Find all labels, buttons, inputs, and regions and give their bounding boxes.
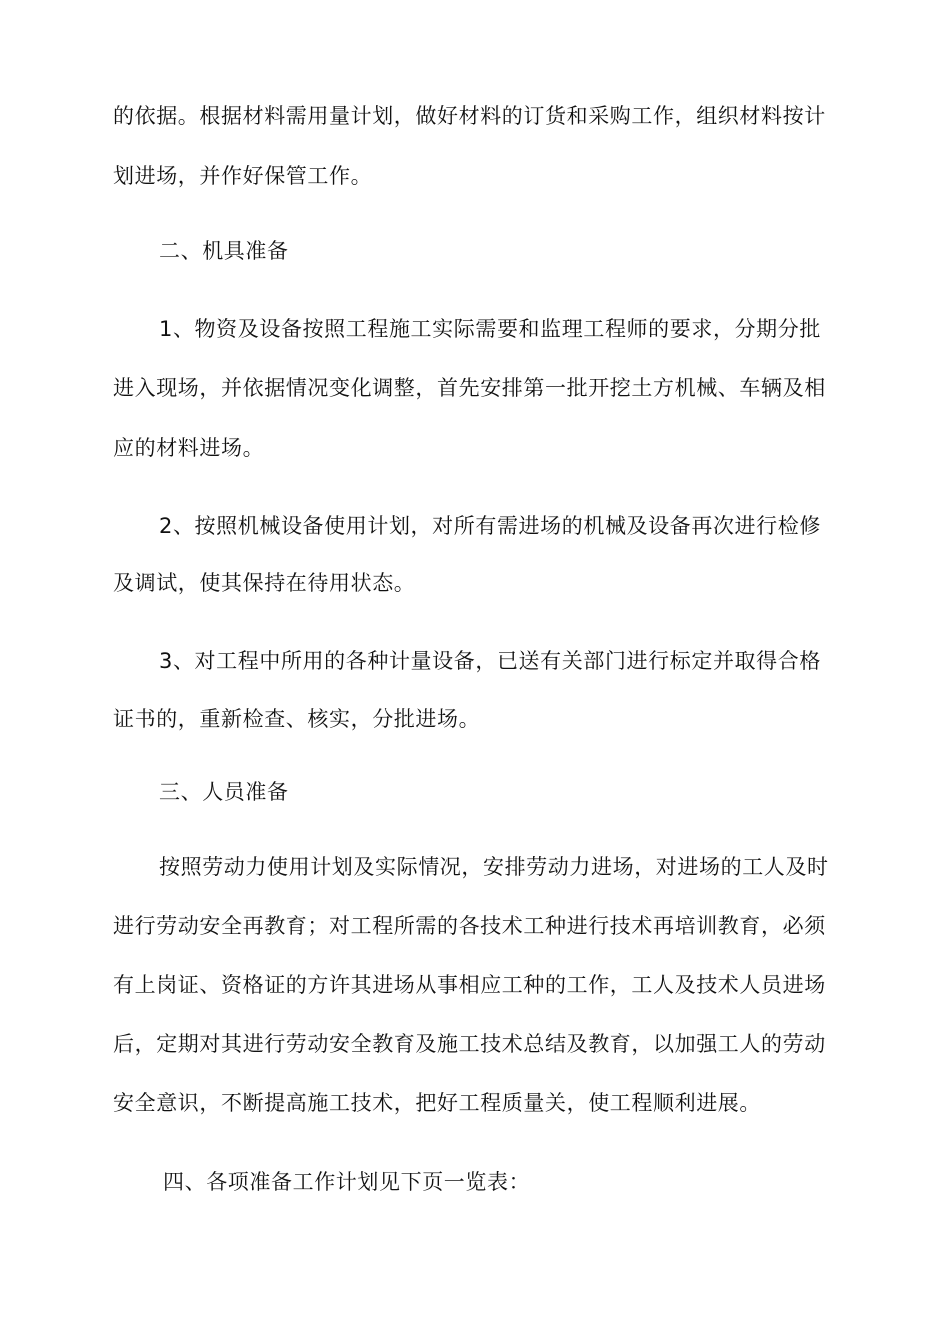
text-line: 及调试，使其保持在待用状态。 bbox=[113, 571, 416, 595]
text-line: 后，定期对其进行劳动安全教育及施工技术总结及教育，以加强工人的劳动 bbox=[113, 1032, 826, 1056]
text-line: 按照劳动力使用计划及实际情况，安排劳动力进场，对进场的工人及时 bbox=[159, 855, 829, 879]
text-line: 应的材料进场。 bbox=[113, 436, 265, 460]
text-line: 进入现场，并依据情况变化调整，首先安排第一批开挖土方机械、车辆及相 bbox=[113, 376, 826, 400]
text-line: 的依据。根据材料需用量计划，做好材料的订货和采购工作，组织材料按计 bbox=[113, 104, 826, 128]
text-line: 证书的，重新检查、核实，分批进场。 bbox=[113, 707, 481, 731]
text-line: 1、物资及设备按照工程施工实际需要和监理工程师的要求，分期分批 bbox=[159, 317, 821, 341]
text-line: 划进场，并作好保管工作。 bbox=[113, 164, 373, 188]
section-heading: 三、人员准备 bbox=[159, 780, 289, 804]
text-line: 安全意识，不断提高施工技术，把好工程质量关，使工程顺利进展。 bbox=[113, 1091, 761, 1115]
text-line: 有上岗证、资格证的方许其进场从事相应工种的工作，工人及技术人员进场 bbox=[113, 973, 826, 997]
text-line: 2、按照机械设备使用计划，对所有需进场的机械及设备再次进行检修 bbox=[159, 514, 821, 538]
text-line: 3、对工程中所用的各种计量设备，已送有关部门进行标定并取得合格 bbox=[159, 649, 821, 673]
text-line: 进行劳动安全再教育；对工程所需的各技术工种进行技术再培训教育，必须 bbox=[113, 914, 826, 938]
section-heading: 二、机具准备 bbox=[159, 239, 289, 263]
section-heading: 四、各项准备工作计划见下页一览表： bbox=[163, 1170, 531, 1194]
